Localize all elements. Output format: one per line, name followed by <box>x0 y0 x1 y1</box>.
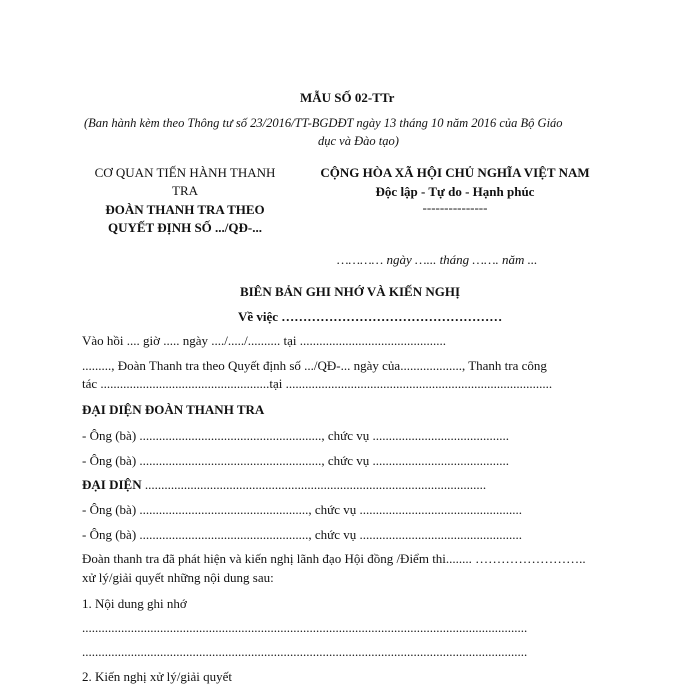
date-line: ………… ngày …... tháng ……. năm ... <box>337 252 538 267</box>
findings-line1: Đoàn thanh tra đã phát hiện và kiến nghị lãnh đạo Hội đồng /Điểm thi........ …………………….. <box>82 551 586 566</box>
team-line2: QUYẾT ĐỊNH SỐ .../QĐ-... <box>108 220 262 235</box>
agency-line2: TRA <box>172 183 198 198</box>
issuance-note-line1: (Ban hành kèm theo Thông tư số 23/2016/TT-BGDĐT ngày 13 tháng 10 năm 2016 của Bộ Giáo <box>84 116 563 130</box>
national-title: CỘNG HÒA XÃ HỘI CHỦ NGHĨA VIỆT NAM <box>320 165 590 180</box>
team-line1: ĐOÀN THANH TRA THEO <box>105 202 265 217</box>
motto-rule: --------------- <box>422 200 488 215</box>
issuance-note-line2: dục và Đào tạo) <box>318 134 399 148</box>
form-code: MẪU SỐ 02-TTr <box>300 90 395 105</box>
team-info-line2: tác ....................................................tại .................................................................................. <box>82 376 553 391</box>
representative-heading: ĐẠI DIỆN <box>82 477 142 492</box>
document-title: BIÊN BẢN GHI NHỚ VÀ KIẾN NGHỊ <box>239 284 461 299</box>
inspection-member-row: - Ông (bà) ........................................................, chức vụ .......................................... <box>82 428 509 443</box>
findings-line2: xử lý/giải quyết những nội dung sau: <box>82 570 274 585</box>
recommendation-heading: 2. Kiến nghị xử lý/giải quyết <box>82 669 233 684</box>
subject-line: Về việc …………………………………………… <box>238 309 503 324</box>
representative-member-row: - Ông (bà) ...................................................., chức vụ .................................................. <box>82 527 522 542</box>
team-info-line1: ........., Đoàn Thanh tra theo Quyết định số .../QĐ-... ngày của..................., Thanh tra công <box>82 358 547 373</box>
memo-dotted-line: ......................................................................................................................................... <box>82 644 528 659</box>
representative-dots: ......................................................................................................... <box>141 477 487 492</box>
national-motto: Độc lập - Tự do - Hạnh phúc <box>375 184 535 199</box>
memo-dotted-line: ......................................................................................................................................... <box>82 620 528 635</box>
agency-line1: CƠ QUAN TIẾN HÀNH THANH <box>94 165 276 180</box>
inspection-team-heading: ĐẠI DIỆN ĐOÀN THANH TRA <box>82 402 265 417</box>
representative-line <box>82 477 486 493</box>
representative-member-row: - Ông (bà) ...................................................., chức vụ .................................................. <box>82 502 522 517</box>
time-place-line: Vào hồi .... giờ ..... ngày ..../...../.......... tại ............................................. <box>82 333 446 348</box>
memo-heading: 1. Nội dung ghi nhớ <box>82 596 187 611</box>
inspection-member-row: - Ông (bà) ........................................................, chức vụ .......................................... <box>82 453 509 468</box>
